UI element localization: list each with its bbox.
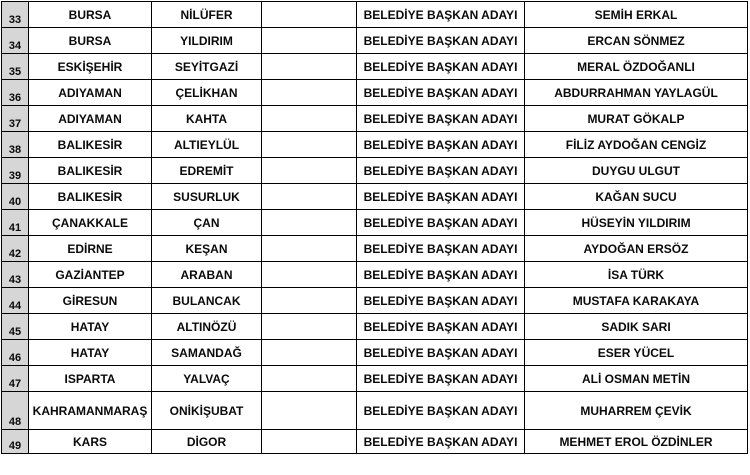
empty-cell <box>262 28 357 54</box>
district-cell: EDREMİT <box>152 158 262 184</box>
position-cell: BELEDİYE BAŞKAN ADAYI <box>357 158 525 184</box>
table-row <box>2 236 748 262</box>
candidate-cell: MUHARREM ÇEVİK <box>525 392 748 430</box>
position-cell: BELEDİYE BAŞKAN ADAYI <box>357 80 525 106</box>
table-row <box>2 340 748 366</box>
table-row <box>2 158 748 184</box>
table-row <box>2 288 748 314</box>
position-cell: BELEDİYE BAŞKAN ADAYI <box>357 314 525 340</box>
candidate-cell: SEMİH ERKAL <box>525 2 748 28</box>
empty-cell <box>262 392 357 430</box>
candidate-cell: ALİ OSMAN METİN <box>525 366 748 392</box>
position-cell: BELEDİYE BAŞKAN ADAYI <box>357 262 525 288</box>
table-row <box>2 314 748 340</box>
position-cell: BELEDİYE BAŞKAN ADAYI <box>357 430 525 454</box>
province-cell: ADIYAMAN <box>29 80 152 106</box>
position-cell: BELEDİYE BAŞKAN ADAYI <box>357 392 525 430</box>
province-cell: BALIKESİR <box>29 132 152 158</box>
candidate-cell: HÜSEYİN YILDIRIM <box>525 210 748 236</box>
empty-cell <box>262 314 357 340</box>
table-row <box>2 132 748 158</box>
candidate-cell: ESER YÜCEL <box>525 340 748 366</box>
empty-cell <box>262 288 357 314</box>
table-row <box>2 106 748 132</box>
candidate-cell: İSA TÜRK <box>525 262 748 288</box>
candidate-cell: MUSTAFA KARAKAYA <box>525 288 748 314</box>
district-cell: YALVAÇ <box>152 366 262 392</box>
district-cell: SUSURLUK <box>152 184 262 210</box>
candidate-cell: SADIK SARI <box>525 314 748 340</box>
table-row <box>2 430 748 454</box>
province-cell: HATAY <box>29 314 152 340</box>
province-cell: BALIKESİR <box>29 184 152 210</box>
row-number: 36 <box>2 80 29 106</box>
empty-cell <box>262 80 357 106</box>
province-cell: ADIYAMAN <box>29 106 152 132</box>
district-cell: ALTIEYLÜL <box>152 132 262 158</box>
candidate-cell: DUYGU ULGUT <box>525 158 748 184</box>
table-row <box>2 210 748 236</box>
empty-cell <box>262 54 357 80</box>
empty-cell <box>262 210 357 236</box>
empty-cell <box>262 262 357 288</box>
district-cell: ALTINÖZÜ <box>152 314 262 340</box>
table-row <box>2 262 748 288</box>
position-cell: BELEDİYE BAŞKAN ADAYI <box>357 236 525 262</box>
province-cell: EDİRNE <box>29 236 152 262</box>
empty-cell <box>262 132 357 158</box>
district-cell: ONİKİŞUBAT <box>152 392 262 430</box>
province-cell: HATAY <box>29 340 152 366</box>
table-row <box>2 2 748 28</box>
row-number: 33 <box>2 2 29 28</box>
candidate-cell: KAĞAN SUCU <box>525 184 748 210</box>
position-cell: BELEDİYE BAŞKAN ADAYI <box>357 106 525 132</box>
empty-cell <box>262 2 357 28</box>
table-row <box>2 184 748 210</box>
row-number: 35 <box>2 54 29 80</box>
district-cell: ÇAN <box>152 210 262 236</box>
candidate-cell: MURAT GÖKALP <box>525 106 748 132</box>
empty-cell <box>262 184 357 210</box>
province-cell: BALIKESİR <box>29 158 152 184</box>
district-cell: DİGOR <box>152 430 262 454</box>
empty-cell <box>262 340 357 366</box>
position-cell: BELEDİYE BAŞKAN ADAYI <box>357 28 525 54</box>
row-number: 43 <box>2 262 29 288</box>
row-number: 49 <box>2 430 29 454</box>
row-number: 45 <box>2 314 29 340</box>
row-number: 40 <box>2 184 29 210</box>
district-cell: NİLÜFER <box>152 2 262 28</box>
province-cell: GİRESUN <box>29 288 152 314</box>
district-cell: KEŞAN <box>152 236 262 262</box>
table-row <box>2 366 748 392</box>
district-cell: SAMANDAĞ <box>152 340 262 366</box>
district-cell: BULANCAK <box>152 288 262 314</box>
province-cell: KARS <box>29 430 152 454</box>
province-cell: ISPARTA <box>29 366 152 392</box>
row-number: 42 <box>2 236 29 262</box>
row-number: 47 <box>2 366 29 392</box>
province-cell: KAHRAMANMARAŞ <box>29 392 152 430</box>
district-cell: SEYİTGAZİ <box>152 54 262 80</box>
row-number: 37 <box>2 106 29 132</box>
empty-cell <box>262 236 357 262</box>
empty-cell <box>262 158 357 184</box>
empty-cell <box>262 366 357 392</box>
district-cell: YILDIRIM <box>152 28 262 54</box>
candidate-cell: AYDOĞAN ERSÖZ <box>525 236 748 262</box>
position-cell: BELEDİYE BAŞKAN ADAYI <box>357 340 525 366</box>
position-cell: BELEDİYE BAŞKAN ADAYI <box>357 132 525 158</box>
province-cell: BURSA <box>29 2 152 28</box>
candidate-cell: MERAL ÖZDOĞANLI <box>525 54 748 80</box>
row-number: 46 <box>2 340 29 366</box>
row-number: 41 <box>2 210 29 236</box>
table-row <box>2 28 748 54</box>
table-row <box>2 392 748 430</box>
position-cell: BELEDİYE BAŞKAN ADAYI <box>357 210 525 236</box>
district-cell: ÇELİKHAN <box>152 80 262 106</box>
province-cell: ÇANAKKALE <box>29 210 152 236</box>
position-cell: BELEDİYE BAŞKAN ADAYI <box>357 288 525 314</box>
row-number: 39 <box>2 158 29 184</box>
row-number: 38 <box>2 132 29 158</box>
table-row <box>2 54 748 80</box>
candidate-cell: ERCAN SÖNMEZ <box>525 28 748 54</box>
province-cell: ESKİŞEHİR <box>29 54 152 80</box>
candidate-cell: MEHMET EROL ÖZDİNLER <box>525 430 748 454</box>
empty-cell <box>262 430 357 454</box>
province-cell: BURSA <box>29 28 152 54</box>
position-cell: BELEDİYE BAŞKAN ADAYI <box>357 184 525 210</box>
table-row <box>2 80 748 106</box>
position-cell: BELEDİYE BAŞKAN ADAYI <box>357 366 525 392</box>
candidate-table <box>1 1 748 454</box>
candidate-cell: ABDURRAHMAN YAYLAGÜL <box>525 80 748 106</box>
empty-cell <box>262 106 357 132</box>
district-cell: ARABAN <box>152 262 262 288</box>
province-cell: GAZİANTEP <box>29 262 152 288</box>
position-cell: BELEDİYE BAŞKAN ADAYI <box>357 2 525 28</box>
row-number: 44 <box>2 288 29 314</box>
candidate-cell: FİLİZ AYDOĞAN CENGİZ <box>525 132 748 158</box>
row-number: 48 <box>2 392 29 430</box>
position-cell: BELEDİYE BAŞKAN ADAYI <box>357 54 525 80</box>
district-cell: KAHTA <box>152 106 262 132</box>
row-number: 34 <box>2 28 29 54</box>
